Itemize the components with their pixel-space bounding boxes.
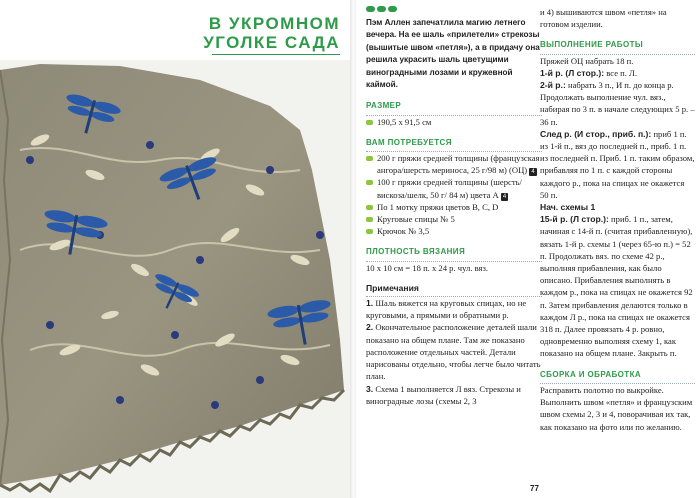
size-heading: РАЗМЕР <box>366 101 402 111</box>
materials-item-text: По 1 мотку пряжи цветов В, С, D <box>377 201 499 212</box>
text-column-2 <box>540 6 695 433</box>
cast-on-text: Пряжей ОЦ набрать 18 п. <box>540 55 634 66</box>
materials-item <box>366 225 542 237</box>
yarn-weight-icon: 4 <box>502 193 507 200</box>
page-number: 77 <box>530 484 539 493</box>
materials-item-text: Круговые спицы № 5 <box>377 214 455 225</box>
bullet-icon <box>366 217 373 222</box>
article-title-line2: УГОЛКЕ САДА <box>203 33 340 52</box>
assembly-text: Расправить полотно по выкройке. Выполнить швом «петля» и французским швом схемы 2, 3 и 4, поворачивая их так, как показано на фото или по желанию. <box>540 384 693 432</box>
note-item: 2. Окончательное расположение деталей шали показано на общем плане. Там же показано расположение отдельных частей. Детали нарисованы отдельно, чтобы легче было читать план. <box>366 322 541 382</box>
work-heading: ВЫПОЛНЕНИЕ РАБОТЫ <box>540 40 644 50</box>
shawl-photo <box>0 60 352 498</box>
continue-instruction: Продолжать выполнение чул. вяз., набирая по 3 п. в начале следующих 5 р. – 36 п. <box>540 92 695 127</box>
materials-heading: ВАМ ПОТРЕБУЕТСЯ <box>366 137 452 147</box>
materials-item <box>366 201 542 213</box>
row15-instruction: 15-й р. (Л стор.): приб. 1 п., затем, начиная с 14-й п. (считая прибавленную), вязать 1-й р. схемы 1 (через 65-ю п.) = 52 п. Продолжать вяз. по схеме 42 р., выполняя прибавления, как было описано. Прибавления выполнять в каждом р., пока на спицах не окажется 92 п. Затем прибавления делаются только в каждом Л р., пока на спицах не окажется 318 п. Далее провязать 4 р. ровно, одновременно выполняя схему 1, как показано на общем плане. Закрыть п. <box>540 214 693 359</box>
materials-item-text: 100 г пряжи средней толщины (шерсть/вискоза/шелк, 50 г/ 84 м) цвета А <box>377 177 522 200</box>
note-item: 3. Схема 1 выполняется Л вяз. Стрекозы и виноградные лозы (схемы 2, 3 <box>366 383 521 406</box>
bullet-icon <box>366 180 373 185</box>
bullet-icon <box>366 229 373 234</box>
note-item: 1. Шаль вяжется на круговых спицах, но не круговыми, а прямыми и обратными р. <box>366 298 527 321</box>
title-divider <box>212 54 340 55</box>
notes-continued: и 4) вышиваются швом «петля» на готовом изделии. <box>540 7 667 30</box>
intro-paragraph: Пэм Аллен запечатлила магию летнего вечера. На ее шаль «прилетели» стрекозы (вышитые швом «петля»), а в придачу она решила украсить шаль цветущими виноградными лозами и кружевной каймой. <box>366 18 540 90</box>
bullet-icon <box>366 156 373 161</box>
text-column-1 <box>366 6 542 407</box>
size-item <box>366 116 542 128</box>
row1-instruction: 1-й р. (Л стор.): все п. Л. <box>540 67 638 78</box>
materials-item <box>366 152 542 176</box>
notes-heading: Примечания <box>366 282 419 293</box>
decorative-dots <box>366 6 542 12</box>
gauge-heading: ПЛОТНОСТЬ ВЯЗАНИЯ <box>366 247 466 257</box>
materials-item <box>366 176 542 200</box>
bullet-icon <box>366 205 373 210</box>
right-page <box>356 0 699 498</box>
row2-instruction: 2-й р.: набрать 3 п., И п. до конца р. <box>540 80 674 91</box>
bullet-icon <box>366 120 373 125</box>
article-title-line1: В УКРОМНОМ <box>208 14 340 33</box>
materials-item <box>366 213 542 225</box>
gauge-value: 10 х 10 см = 18 п. х 24 р. чул. вяз. <box>366 262 489 273</box>
materials-item-text: Крючок № 3,5 <box>377 226 430 237</box>
materials-item-text: 200 г пряжи средней толщины (французская ангора/шерсть мериноса, 25 г/98 м) (ОЦ) <box>377 153 540 176</box>
scheme-heading: Нач. схемы 1 <box>540 202 596 213</box>
next-row-instruction: След р. (И стор., приб. п.): приб 1 п. из 1-й п., вяз до последней п., приб. 1 п. из последней п. Приб. 1 п. таким образом, прибавляя по 1 п. с каждой стороны каждого р., пока на спицах не окажется 50 п. <box>540 128 695 200</box>
assembly-heading: СБОРКА И ОБРАБОТКА <box>540 369 642 379</box>
yarn-weight-icon: 4 <box>531 169 535 176</box>
size-value: 190,5 x 91,5 см <box>377 116 432 127</box>
